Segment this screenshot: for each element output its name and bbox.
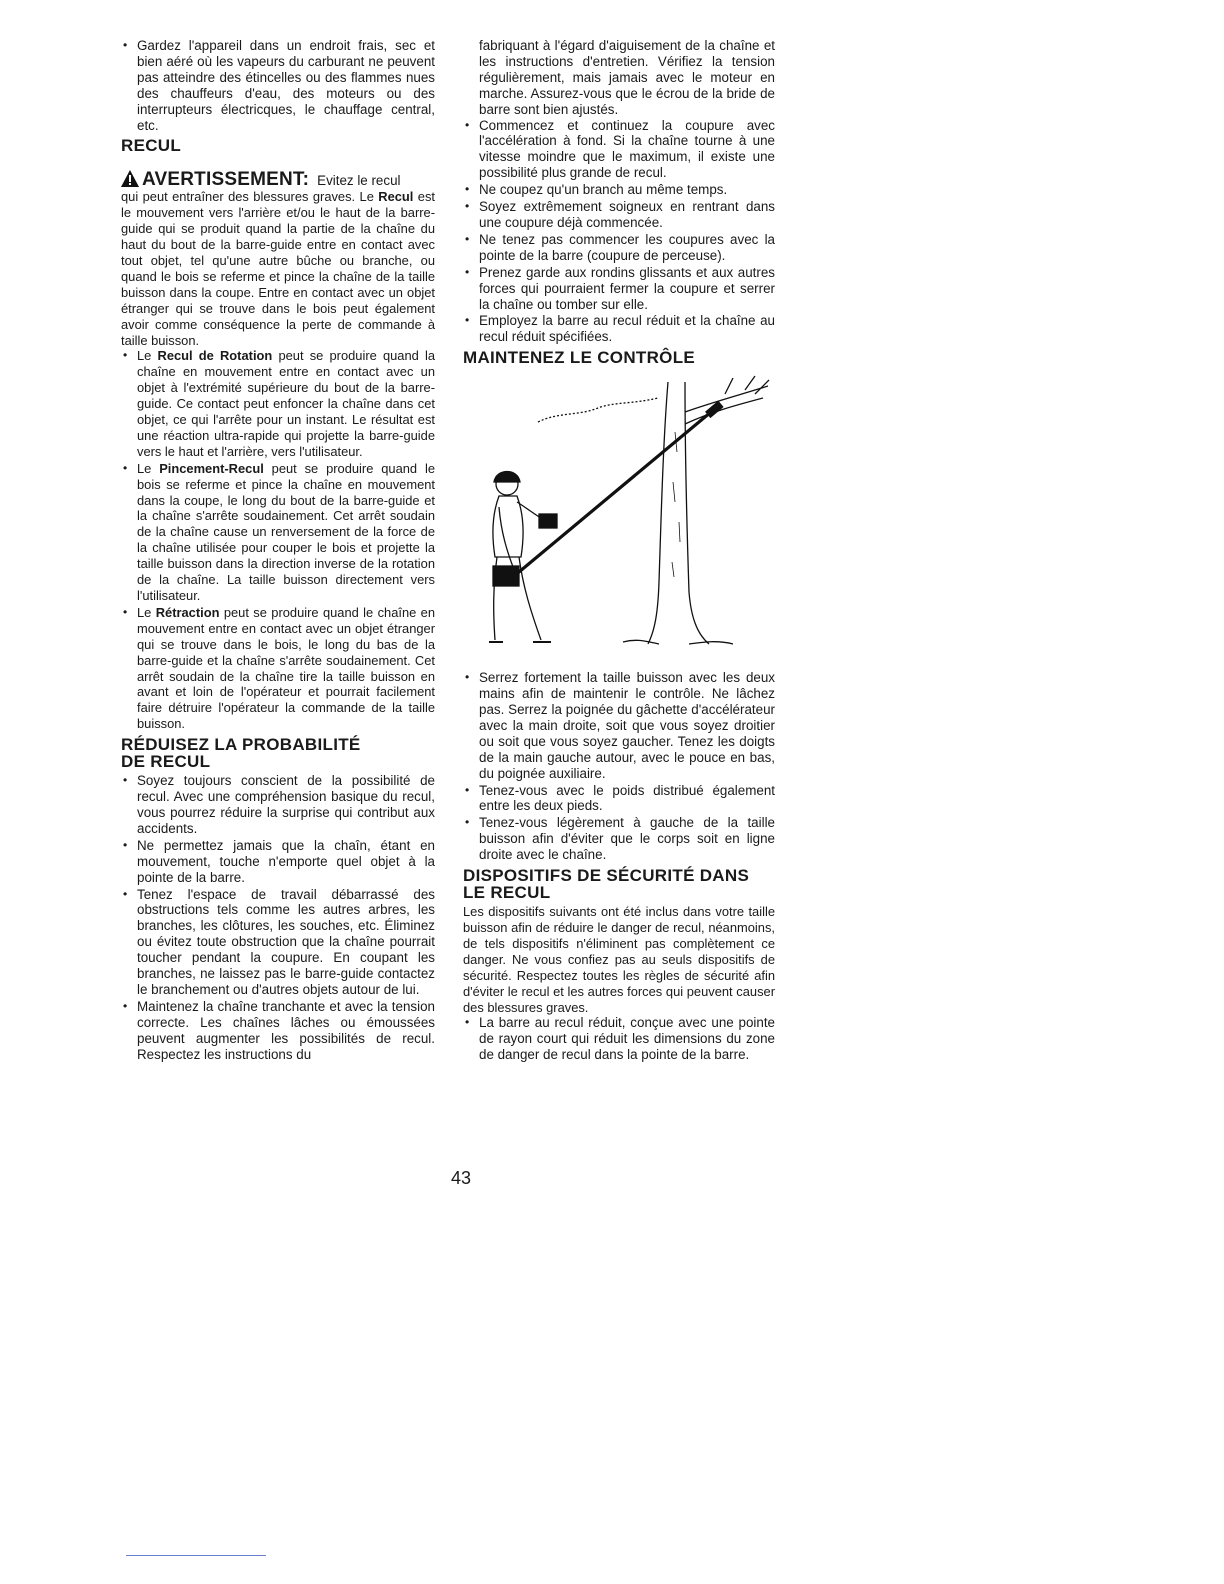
warning-triangle-icon	[121, 170, 139, 187]
warning-lead: Evitez le recul	[317, 173, 401, 189]
term: Recul de Rotation	[157, 348, 273, 364]
list-item: • Tenez-vous avec le poids distribué également entre les deux pieds.	[463, 783, 775, 815]
footer-rule	[126, 1555, 266, 1556]
list-item: • Serrez fortement la taille buisson avec les deux mains afin de maintenir le contrôle. Ne lâchez pas. Serrez la poignée du gâchette d'accélérateur avec la main droite, soit que vous soyez droitier ou soit que vous soyez gaucher. Tenez les doigts de la main gauche autour, avec le pouce en bas, du poignée auxiliaire.	[463, 670, 775, 781]
continuation-text: fabriquant à l'égard d'aiguisement de la chaîne et les instructions d'entretien. Vérifiez la tension régulièrement, mais jamais avec le moteur en marche. Assurez-vous que le écrou de la bride de barre sont bien ajustés.	[479, 38, 775, 117]
term: Pincement-Recul	[159, 460, 264, 476]
list-item: • Le Rétraction peut se produire quand le chaîne en mouvement entre en contact avec un objet étranger qui se trouve dans le bois, le long du bas de la barre-guide et la chaîne s'arrête soudainement. Cet arrêt soudain de la chaîne tire la taille buisson en avant et loin de l'opérateur et pourrait facilement faire détruire l'opérateur la commande de la taille buisson.	[121, 605, 435, 732]
section-heading-safety: DISPOSITIFS DE SÉCURITÉ DANS LE RECUL	[463, 866, 750, 903]
list-item: • Gardez l'appareil dans un endroit frais, sec et bien aéré où les vapeurs du carburant ne peuvent pas atteindre des étincelles ou des flammes nues des chauffeurs d'eau, des moteurs ou des interrupteurs électricques, le chauffage central, etc.	[121, 38, 435, 133]
list-item: • Tenez-vous légèrement à gauche de la taille buisson afin d'éviter que le corps soit en ligne droite avec le chaîne.	[463, 815, 775, 863]
warning-header	[121, 168, 435, 189]
intro-list	[121, 38, 435, 133]
illustration-svg	[463, 372, 775, 662]
list-item: • Le Recul de Rotation peut se produire quand la chaîne en mouvement entre en contact avec un objet à l'extrémité supérieure du bout de la barre-guide. Ce contact peut enfoncer la chaîne dans cet objet, ce qui l'arrête pour un instant. Le résultat est une réaction ultra-rapide qui projette la barre-guide vers le haut et l'arrière, vers l'utilisateur.	[121, 348, 435, 459]
warning-paragraph: qui peut entraîner des blessures graves. Le Recul est le mouvement vers l'arrière et/ou le haut de la barre-guide qui se produit quand la partie de la chaîne du haut du bout de la barre-guide entre en contact avec tout objet, tel qu'une autre bûche ou branche, ou quand le bois se referme et pince la chaîne de la taille buisson dans la coupe. Entre en contact avec un objet étranger qui se trouve dans le bois peut également avoir comme conséquence la perte de commande à taille buisson.	[121, 189, 435, 348]
cutting-tips-list	[463, 118, 775, 346]
safety-paragraph: Les dispositifs suivants ont été inclus dans votre taille buisson afin de réduire le danger de recul, néanmoins, de tels dispositifs n'éliminent pas complètement ce danger. Ne vous confiez pas au seuls dispositifs de sécurité. Respectez toutes les règles de sécurité afin d'éviter le recul et les autres forces qui peuvent causer des blessures graves.	[463, 904, 775, 1015]
term-recul: Recul	[378, 189, 414, 205]
list-item: • Soyez toujours conscient de la possibilité de recul. Avec une compréhension basique du recul, vous pourrez réduire la surprise qui contribut aux accidents.	[121, 773, 435, 837]
list-item: • Ne permettez jamais que la chaîn, étant en mouvement, touche n'emporte quel objet à la pointe de la barre.	[121, 838, 435, 886]
list-item: • Prenez garde aux rondins glissants et aux autres forces qui pourraient fermer la coupure et serrer la chaîne ou tomber sur elle.	[463, 265, 775, 313]
list-item: • Employez la barre au recul réduit et la chaîne au recul réduit spécifiées.	[463, 313, 775, 345]
pole-saw-illustration	[463, 372, 775, 662]
section-heading-recul: RECUL	[121, 136, 182, 156]
list-item: • Ne tenez pas commencer les coupures avec la pointe de la barre (coupure de perceuse).	[463, 232, 775, 264]
control-list	[463, 670, 775, 863]
left-column	[121, 38, 435, 1063]
list-item: • Soyez extrêmement soigneux en rentrant dans une coupure déjà commencée.	[463, 199, 775, 231]
safety-list	[463, 1015, 775, 1063]
section-heading-control: MAINTENEZ LE CONTRÔLE	[463, 348, 696, 368]
warning-title: AVERTISSEMENT:	[142, 169, 310, 191]
reduce-kickback-list	[121, 773, 435, 1062]
list-item: • Ne coupez qu'un branch au même temps.	[463, 182, 775, 198]
kickback-types-list	[121, 348, 435, 732]
list-item: • Le Pincement-Recul peut se produire quand le bois se referme et pince la chaîne en mouvement dans la coupe, le long du bout de la barre-guide et la chaîne s'arrête soudainement. Cet arrêt soudain de la chaîne cause un renversement de la force de la chaîne utilisée pour couper le bois et projette la taille buisson dans la direction inverse de la rotation de la chaîne. La taille buisson directement vers l'utilisateur.	[121, 461, 435, 604]
list-item: • Maintenez la chaîne tranchante et avec la tension correcte. Les chaînes lâches ou émoussées peuvent augmenter les possibilités de recul. Respectez les instructions du	[121, 999, 435, 1063]
list-item: • Tenez l'espace de travail débarrassé des obstructions tels comme les autres arbres, les branches, les clôtures, les souches, etc. Éliminez ou évitez toute obstruction que la chaîne pourrait toucher pendant la coupure. En coupant les branches, ne laissez pas le barre-guide contactez le branchement ou d'autres objets autour de lui.	[121, 887, 435, 998]
section-heading-reduce: RÉDUISEZ LA PROBABILITÉ DE RECUL	[121, 735, 361, 772]
right-column	[463, 38, 775, 1064]
list-item: • Commencez et continuez la coupure avec l'accélération à fond. Si la chaîne tourne à une vitesse moindre que le maximum, il existe une possibilité plus grande de recul.	[463, 118, 775, 182]
page-number: 43	[450, 1168, 472, 1188]
term: Rétraction	[155, 604, 220, 620]
list-item: • La barre au recul réduit, conçue avec une pointe de rayon court qui réduit les dimensions du zone de danger de recul dans la pointe de la barre.	[463, 1015, 775, 1063]
